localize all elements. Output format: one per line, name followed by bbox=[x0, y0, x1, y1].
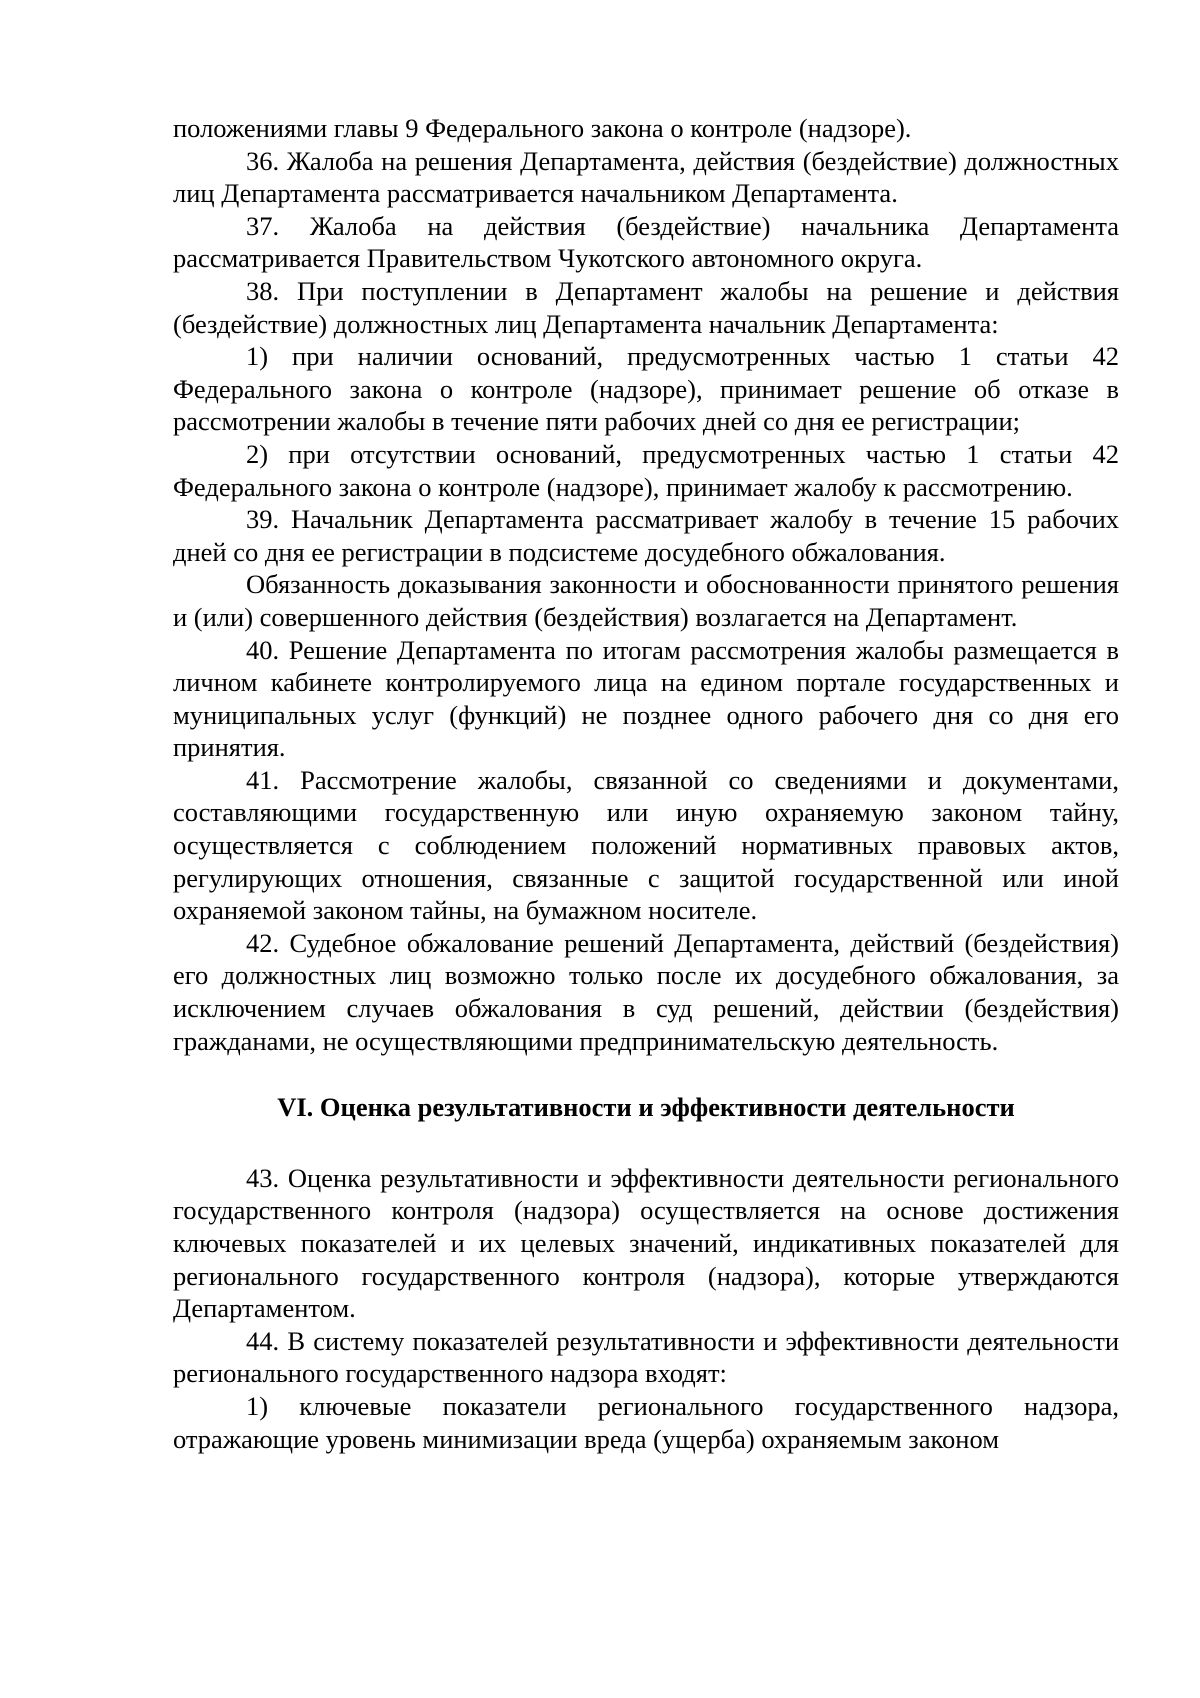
paragraph-41: 41. Рассмотрение жалобы, связанной со сведениями и документами, составляющими государственную или иную охраняемую законом тайну, осуществляется с соблюдением положений нормативных правовых актов, регулирующих отношения, связанные с защитой государственной или иной охраняемой законом тайны, на бумажном носителе. bbox=[173, 764, 1119, 926]
paragraph-39-burden-of-proof: Обязанность доказывания законности и обоснованности принятого решения и (или) совершенного действия (бездействия) возлагается на Департамент. bbox=[173, 569, 1119, 632]
paragraph-44: 44. В систему показателей результативности и эффективности деятельности регионального государственного надзора входят: bbox=[173, 1325, 1119, 1389]
document-page bbox=[173, 112, 1119, 1455]
paragraph-37: 37. Жалоба на действия (бездействие) начальника Департамента рассматривается Правительством Чукотского автономного округа. bbox=[173, 210, 1119, 274]
paragraph-36: 36. Жалоба на решения Департамента, действия (бездействие) должностных лиц Департамента рассматривается начальником Департамента. bbox=[173, 145, 1119, 209]
paragraph-42: 42. Судебное обжалование решений Департамента, действий (бездействия) его должностных лиц возможно только после их досудебного обжалования, за исключением случаев обжалования в суд решений, действии (бездействия) гражданами, не осуществляющими предпринимательскую деятельность. bbox=[173, 927, 1119, 1056]
paragraph-44-item-1: 1) ключевые показатели регионального государственного надзора, отражающие уровень минимизации вреда (ущерба) охраняемым законом bbox=[173, 1390, 1119, 1454]
section-heading: VI. Оценка результативности и эффективности деятельности bbox=[277, 1092, 1015, 1123]
paragraph-40: 40. Решение Департамента по итогам рассмотрения жалобы размещается в личном кабинете контролируемого лица на едином портале государственных и муниципальных услуг (функций) не позднее одного рабочего дня со дня его принятия. bbox=[173, 634, 1119, 763]
paragraph-38: 38. При поступлении в Департамент жалобы на решение и действия (бездействие) должностных лиц Департамента начальник Департамента: bbox=[173, 275, 1119, 339]
paragraph-38-item-2: 2) при отсутствии оснований, предусмотренных частью 1 статьи 42 Федерального закона о контроле (надзоре), принимает жалобу к рассмотрению. bbox=[173, 438, 1119, 502]
paragraph-43: 43. Оценка результативности и эффективности деятельности регионального государственного контроля (надзора) осуществляется на основе достижения ключевых показателей и их целевых значений, индикативных показателей для регионального государственного контроля (надзора), которые утверждаются Департаментом. bbox=[173, 1162, 1119, 1324]
paragraph-continuation: положениями главы 9 Федерального закона о контроле (надзоре). bbox=[173, 113, 912, 143]
paragraph-38-item-1: 1) при наличии оснований, предусмотренных частью 1 статьи 42 Федерального закона о контроле (надзоре), принимает решение об отказе в рассмотрении жалобы в течение пяти рабочих дней со дня ее регистрации; bbox=[173, 341, 1119, 437]
paragraph-39: 39. Начальник Департамента рассматривает жалобу в течение 15 рабочих дней со дня ее регистрации в подсистеме досудебного обжалования. bbox=[173, 504, 1119, 567]
